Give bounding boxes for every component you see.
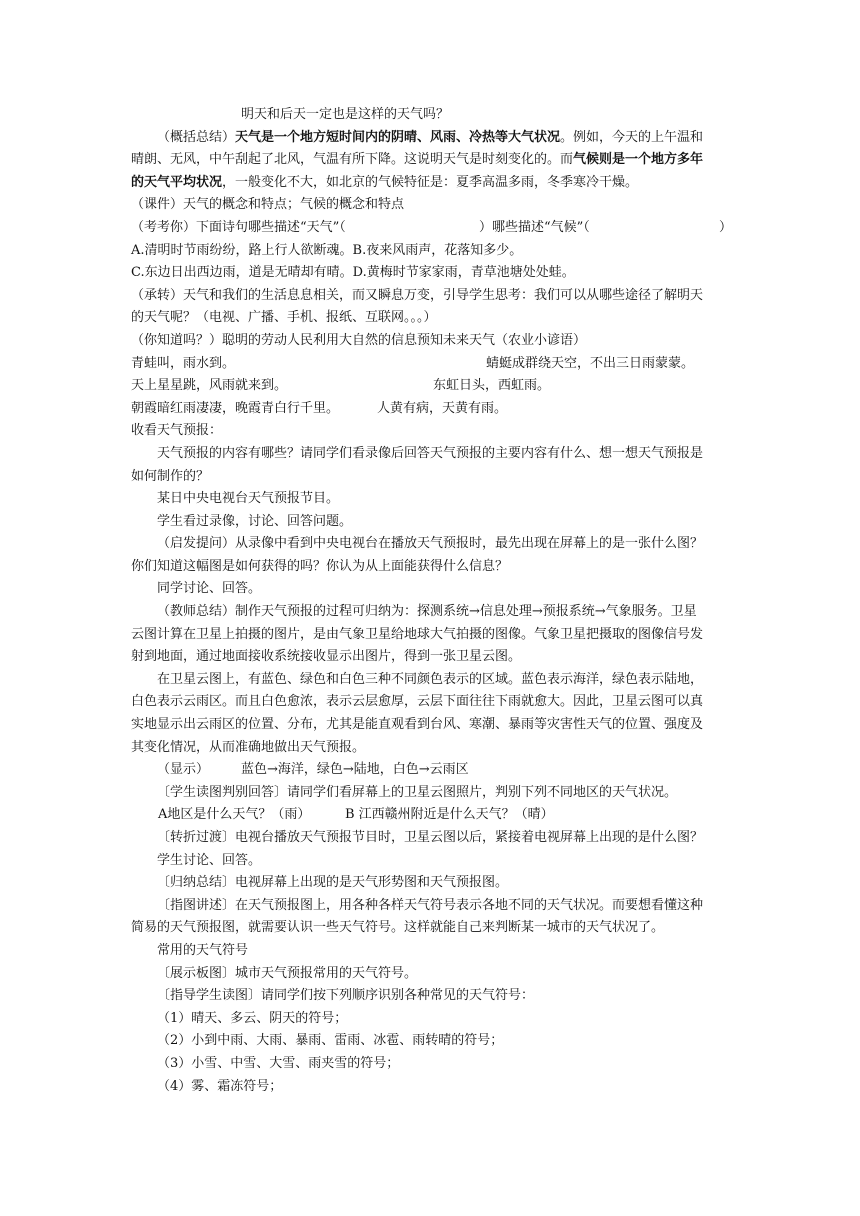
list-item-text: （2）小到中雨、大雨、暴雨、雷雨、冰雹、雨转晴的符号；	[157, 1033, 504, 1049]
paragraph-line	[131, 782, 731, 805]
proverb-line	[131, 398, 731, 421]
paragraph-line	[131, 556, 731, 579]
text-span: 在卫星云图上，有蓝色、绿色和白色三种不同颜色表示的区域。蓝色表示海洋，绿色表示陆地，	[157, 671, 704, 687]
heading-text: 收看天气预报：	[131, 423, 223, 439]
text-span: 射到地面，通过地面接收系统接收显示出图片，得到一张卫星云图。	[131, 649, 522, 665]
paragraph-line	[131, 307, 731, 330]
list-item-text: （3）小雪、中雪、大雪、雨夹雪的符号；	[157, 1055, 400, 1071]
answer-b: B 江西赣州附近是什么天气？（晴）	[345, 807, 554, 823]
text-span: 其变化情况，从而准确地做出天气预报。	[131, 739, 366, 755]
paragraph-line	[131, 985, 731, 1008]
text-span: 学生讨论、回答。	[157, 852, 262, 868]
paragraph-line	[131, 149, 731, 172]
answer-line	[131, 804, 731, 827]
text-span: 〔学生读图判别回答〕请同学们看屏幕上的卫星云图照片，判别下列不同地区的天气状况。	[157, 784, 678, 800]
paragraph-line	[131, 194, 731, 217]
paragraph-line	[131, 646, 731, 669]
paragraph-line	[131, 872, 731, 895]
color-legend-text: 蓝色→海洋，绿色→陆地，白色→云雨区	[241, 762, 469, 778]
paragraph-line	[131, 737, 731, 760]
paragraph-line	[131, 488, 731, 511]
text-span: 同学讨论、回答。	[157, 581, 262, 597]
text-span: 〔归纳总结〕电视屏幕上出现的是天气形势图和天气预报图。	[157, 875, 509, 891]
text-span: 你们知道这幅图是如何获得的吗？你认为从上面能获得什么信息？	[131, 558, 509, 574]
proverb-text: 天上星星跳，风雨就来到。	[131, 378, 288, 394]
text-span: 如何制作的？	[131, 468, 210, 484]
text-span: 〔展示板图〕城市天气预报常用的天气符号。	[157, 965, 418, 981]
paragraph-line	[131, 466, 731, 489]
paragraph-line	[131, 533, 731, 556]
quiz-weather-prompt: （考考你）下面诗句哪些描述“天气”（	[131, 219, 346, 235]
paragraph-line	[131, 827, 731, 850]
text-span: （你知道吗？）聪明的劳动人民利用大自然的信息预知未来天气（农业小谚语）	[131, 332, 587, 348]
text-span: 的天气呢？（电视、广播、手机、报纸、互联网。。。）	[131, 310, 437, 326]
paragraph-line	[131, 511, 731, 534]
quiz-line	[131, 217, 731, 240]
option-line	[131, 262, 731, 285]
paragraph-line	[131, 917, 731, 940]
proverb-text: 青蛙叫，雨水到。	[131, 355, 236, 371]
text-span: 晴朗、无风，中午刮起了北风，气温有所下降。这说明天气是时刻变化的。而	[131, 152, 574, 168]
proverb-text: 蜻蜓成群绕天空，不出三日雨蒙蒙。	[486, 355, 695, 371]
paragraph-line	[131, 285, 731, 308]
text-span: 白色表示云雨区。而且白色愈浓，表示云层愈厚，云层下面往往下雨就愈大。因此，卫星云图可以真	[131, 694, 704, 710]
text-span: 〔转折过渡〕电视台播放天气预报节目时，卫星云图以后，紧接着电视屏幕上出现的是什么图？	[157, 830, 704, 845]
paragraph-line	[131, 601, 731, 624]
paragraph-line	[131, 104, 731, 127]
option-line	[131, 240, 731, 263]
list-item	[131, 1076, 731, 1099]
text-span: 学生看过录像，讨论、回答问题。	[157, 513, 353, 529]
display-line	[131, 759, 731, 782]
text-span: 云图计算在卫星上拍摄的图片，是由气象卫星给地球大气拍摄的图像。气象卫星把摄取的图像信号发	[131, 626, 704, 642]
text-span: 〔指图讲述〕在天气预报图上，用各种各样天气符号表示各地不同的天气状况。而要想看懂这种	[157, 897, 704, 913]
document-body	[131, 104, 731, 1098]
climate-definition-cont: 的天气平均状况	[131, 174, 223, 190]
text-span: 简易的天气预报图，就需要认识一些天气符号。这样就能自己来判断某一城市的天气状况了。	[131, 920, 665, 936]
proverb-line	[131, 353, 731, 376]
option-text: C.东边日出西边雨，道是无晴却有晴。D.黄梅时节家家雨，青草池塘处处蛙。	[131, 265, 575, 281]
weather-definition: 天气是一个地方短时间内的阴晴、风雨、冷热等大气状况	[235, 129, 561, 145]
text-span: （教师总结）制作天气预报的过程可归纳为：探测系统→信息处理→预报系统→气象服务。卫星	[157, 604, 697, 620]
text-span: 〔指导学生读图〕请同学们按下列顺序识别各种常见的天气符号：	[157, 988, 535, 1004]
subheading-text: 常用的天气符号	[157, 942, 249, 958]
option-text: A.清明时节雨纷纷，路上行人欲断魂。B.夜来风雨声，花落知多少。	[131, 242, 523, 258]
proverb-text: 朝霞暗红雨凄凄，晚霞青白行千里。	[131, 400, 340, 416]
quiz-climate-prompt: ）哪些描述“气候”（	[479, 219, 590, 235]
section-label: （概括总结）	[157, 129, 236, 145]
quiz-close-paren: ）	[719, 219, 733, 235]
text-span: 。例如，今天的上午温和	[560, 129, 704, 145]
paragraph-line	[131, 127, 731, 150]
paragraph-line	[131, 330, 731, 353]
list-item	[131, 1030, 731, 1053]
paragraph-line	[131, 578, 731, 601]
paragraph-line	[131, 669, 731, 692]
text-span: ，一般变化不大，如北京的气候特征是：夏季高温多雨，冬季寒冷干燥。	[222, 174, 639, 190]
paragraph-line	[131, 963, 731, 986]
proverb-text: 东虹日头，西虹雨。	[433, 378, 551, 394]
paragraph-line	[131, 714, 731, 737]
answer-a: A地区是什么天气？（雨）	[158, 807, 311, 823]
paragraph-line	[131, 624, 731, 647]
text-span: （课件）天气的概念和特点；气候的概念和特点	[131, 197, 405, 213]
list-item-text: （4）雾、霜冻符号；	[157, 1078, 283, 1094]
text-span: （承转）天气和我们的生活息息相关，而又瞬息万变，引导学生思考：我们可以从哪些途径了解明天	[131, 287, 704, 303]
list-item	[131, 1053, 731, 1076]
climate-definition: 气候则是一个地方多年	[573, 152, 704, 168]
paragraph-line	[131, 691, 731, 714]
paragraph-line	[131, 443, 731, 466]
list-item	[131, 1008, 731, 1031]
text-span: 实地显示出云雨区的位置、分布，尤其是能直观看到台风、寒潮、暴雨等灾害性天气的位置、强度及	[131, 717, 704, 733]
list-item-text: （1）晴天、多云、阴天的符号；	[157, 1010, 348, 1026]
paragraph-line	[131, 895, 731, 918]
section-heading	[131, 420, 731, 443]
paragraph-line	[131, 172, 731, 195]
section-label: （显示）	[157, 762, 210, 778]
proverb-line	[131, 375, 731, 398]
proverb-text: 人黄有病，天黄有雨。	[377, 400, 508, 416]
text-span: （启发提问）从录像中看到中央电视台在播放天气预报时，最先出现在屏幕上的是一张什么图？	[157, 536, 704, 552]
question-text: 明天和后天一定也是这样的天气吗？	[241, 107, 450, 122]
paragraph-line	[131, 850, 731, 873]
text-span: 某日中央电视台天气预报节目。	[157, 491, 340, 507]
subheading-line	[131, 940, 731, 963]
text-span: 天气预报的内容有哪些？请同学们看录像后回答天气预报的主要内容有什么、想一想天气预报是	[157, 445, 704, 461]
